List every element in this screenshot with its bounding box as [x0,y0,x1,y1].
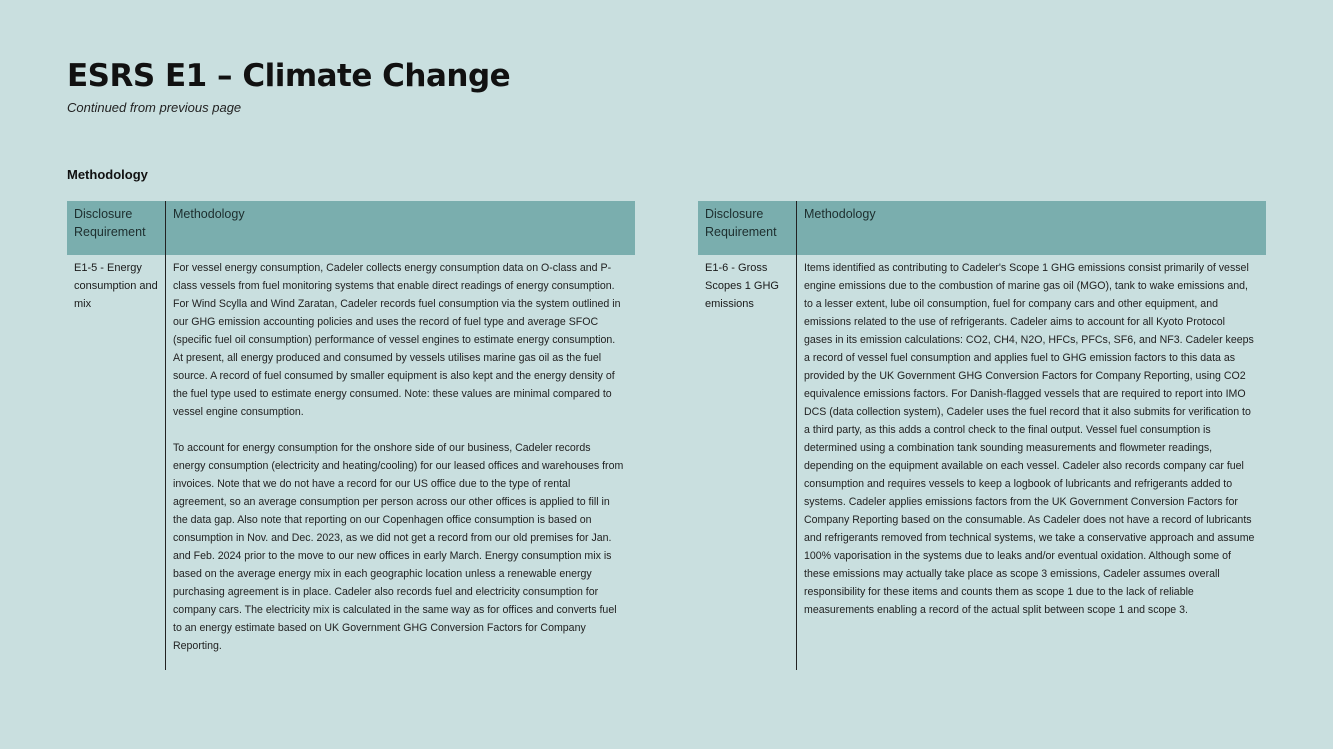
methodology-paragraph: For vessel energy consumption, Cadeler collects energy consumption data on O-class and P-class vessels from fuel monitoring systems that enable direct readings of energy consumption. For Wind Scylla and Wind Zaratan, Cadeler records fuel consumption via the system outlined in our GHG emission accounting policies and uses the record of fuel type and average SFOC (specific fuel oil consumption) performance of vessel engines to estimate energy consumption. At present, all energy produced and consumed by vessels utilises marine gas oil as the fuel source. A record of fuel consumed by smaller equipment is also kept and the energy density of the fuel type used to estimate energy consumed. Note: these values are minimal compared to vessel engine consumption. [173,262,621,418]
section-heading: Methodology [67,167,148,182]
page-subtitle: Continued from previous page [67,100,242,115]
methodology-paragraph: To account for energy consumption for the onshore side of our business, Cadeler records energy consumption (electricity and heating/cooling) for our leased offices and warehouses from invoices. Note that we do not have a record for our US office due to the type of rental agreement, so an average consumption per person across our other offices is applied to fill in the data gap. Also note that reporting on our Copenhagen office consumption is based on consumption in Nov. and Dec. 2023, as we did not get a record from our old premises for Jan. and Feb. 2024 prior to the move to our new offices in early March. Energy consumption mix is based on the average energy mix in each geographic location unless a renewable energy purchasing agreement is in place. Cadeler also records fuel and electricity consumption for company cars. The electricity mix is calculated in the same way as for offices and converts fuel to an energy estimate based on UK Government GHG Conversion Factors for Company Reporting. [173,442,624,652]
requirement-cell: E1-5 - Energy consumption and mix [67,255,166,670]
table-header [698,201,1266,255]
table-row [67,255,635,670]
header-disclosure-requirement: Disclosure Requirement [67,201,166,255]
header-methodology: Methodology [173,207,245,221]
requirement-cell: E1-6 - Gross Scopes 1 GHG emissions [698,255,797,670]
header-disclosure-requirement: Disclosure Requirement [698,201,797,255]
header-methodology: Methodology [804,207,876,221]
table-row [698,255,1266,670]
table-header [67,201,635,255]
methodology-table-right [698,201,1266,670]
methodology-table-left [67,201,635,670]
page-title: ESRS E1 – Climate Change [67,58,511,94]
methodology-cell [166,255,635,670]
methodology-paragraph: Items identified as contributing to Cadeler's Scope 1 GHG emissions consist primarily of vessel engine emissions due to the combustion of marine gas oil (MGO), tank to wake emissions and, to a lesser extent, lube oil consumption, fuel for company cars and other equipment, and emissions related to the use of refrigerants. Cadeler aims to account for all Kyoto Protocol gases in its emission calculations: CO2, CH4, N2O, HFCs, PFCs, SF6, and NF3. Cadeler keeps a record of vessel fuel consumption and applies fuel to GHG emission factors to this data as provided by the UK Government GHG Conversion Factors for Company Reporting, using CO2 equivalence emissions factors. For Danish-flagged vessels that are required to report into IMO DCS (data collection system), Cadeler uses the fuel record that it also submits for verification to a third party, as this adds a control check to the final output. Vessel fuel consumption is determined using a combination tank sounding measurements and flowmeter readings, depending on the equipment available on each vessel. Cadeler also records company car fuel consumption and requires vessels to keep a logbook of lubricants and refrigerants added to systems. Cadeler applies emissions factors from the UK Government Conversion Factors for Company Reporting based on the consumable. As Cadeler does not have a record of lubricants and refrigerants removed from technical systems, we take a conservative approach and assume 100% vaporisation in the systems due to leaks and/or eventual oxidation. Although some of these emissions may actually take place as scope 3 emissions, Cadeler assumes overall responsibility for these items and counts them as scope 1 due to the lack of reliable measurements enabling a record of the actual split between scope 1 and scope 3. [804,262,1255,616]
methodology-cell [797,255,1266,670]
